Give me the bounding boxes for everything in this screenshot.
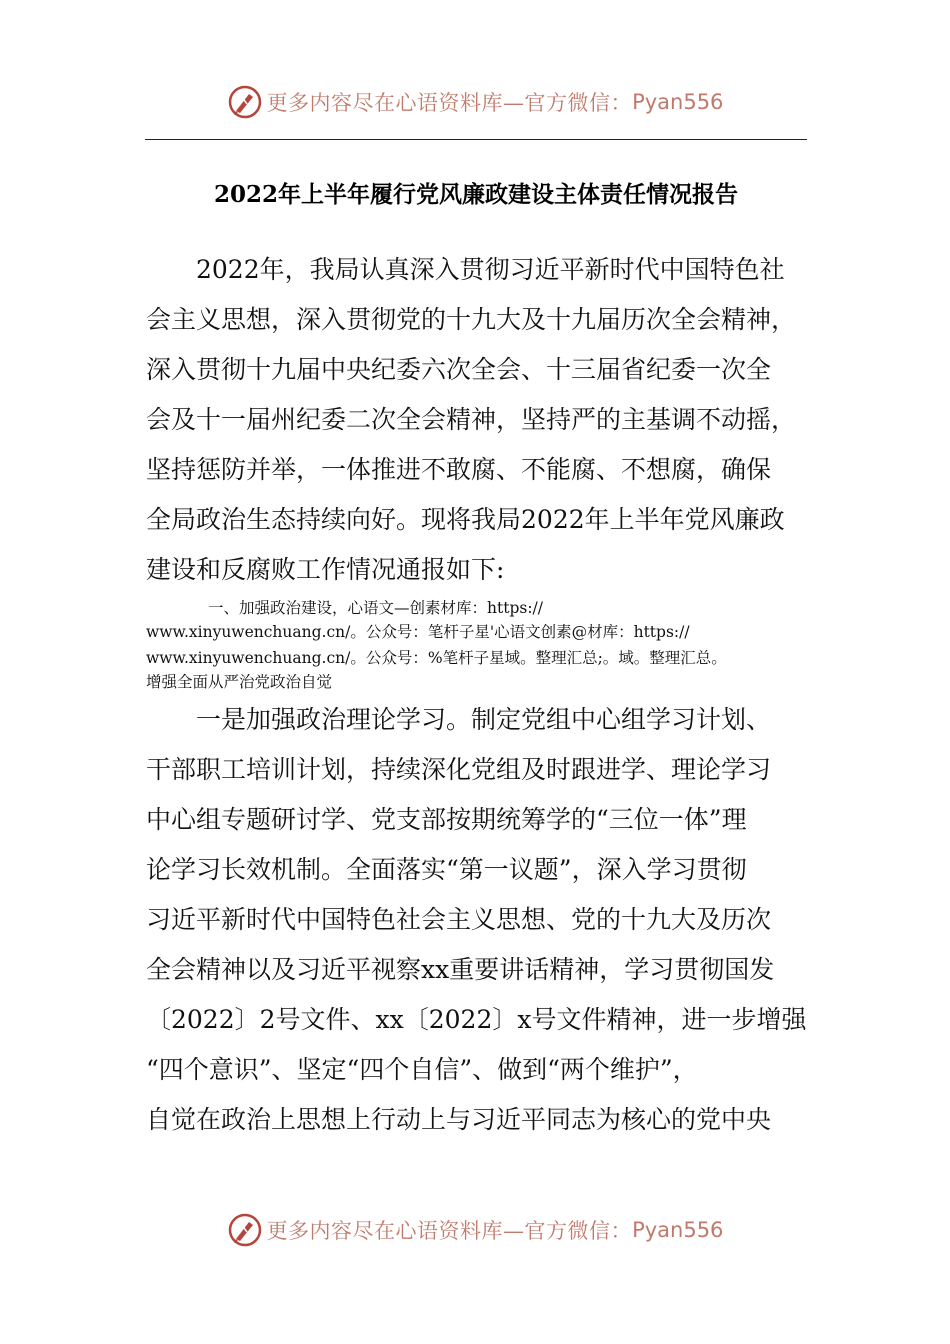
header-divider bbox=[145, 139, 807, 140]
body-line: 全会精神以及习近平视察xx重要讲话精神，学习贯彻国发 bbox=[146, 955, 775, 984]
watermark-text: 更多内容尽在心语资料库—官方微信： bbox=[266, 1219, 633, 1243]
body-line: 一是加强政治理论学习。制定党组中心组学习计划、 bbox=[146, 705, 772, 734]
section-heading-line: 增强全面从严治党政治自觉 bbox=[146, 673, 333, 691]
watermark-handle: Pyan556 bbox=[632, 90, 724, 114]
intro-line: 深入贯彻十九届中央纪委六次全会、十三届省纪委一次全 bbox=[146, 355, 772, 384]
intro-line: 全局政治生态持续向好。现将我局2022年上半年党风廉政 bbox=[146, 505, 785, 534]
footer-watermark bbox=[0, 1210, 950, 1250]
pen-nib-logo-icon bbox=[227, 1212, 263, 1248]
section-heading-line: www.xinyuwenchuang.cn/。公众号：%笔杆子星域。整理汇总;。域。整理汇总。 bbox=[146, 649, 727, 667]
body-line: 论学习长效机制。全面落实“第一议题”，深入学习贯彻 bbox=[146, 855, 747, 884]
body-line: 中心组专题研讨学、党支部按期统筹学的“三位一体”理 bbox=[146, 805, 747, 834]
body-line: 干部职工培训计划，持续深化党组及时跟进学、理论学习 bbox=[146, 755, 772, 784]
intro-line: 会及十一届州纪委二次全会精神，坚持严的主基调不动摇， bbox=[146, 405, 797, 434]
section-heading-line: www.xinyuwenchuang.cn/。公众号：笔杆子星'心语文创素@材库：https:// bbox=[146, 623, 690, 641]
watermark-text: 更多内容尽在心语资料库—官方微信： bbox=[266, 91, 633, 115]
intro-line: 建设和反腐败工作情况通报如下: bbox=[146, 555, 505, 584]
section-heading-line: 一、加强政治建设，心语文—创素材库：https:// bbox=[146, 599, 543, 617]
pen-nib-logo-icon bbox=[227, 84, 263, 120]
intro-line: 会主义思想，深入贯彻党的十九大及十九届历次全会精神， bbox=[146, 305, 797, 334]
document-title: 2022年上半年履行党风廉政建设主体责任情况报告 bbox=[213, 181, 738, 208]
intro-line: 坚持惩防并举，一体推进不敢腐、不能腐、不想腐，确保 bbox=[146, 455, 772, 484]
intro-line: 2022年，我局认真深入贯彻习近平新时代中国特色社 bbox=[146, 255, 785, 284]
watermark-handle: Pyan556 bbox=[632, 1218, 724, 1242]
body-line: 自觉在政治上思想上行动上与习近平同志为核心的党中央 bbox=[146, 1105, 772, 1134]
body-line: “四个意识”、坚定“四个自信”、做到“两个维护”， bbox=[146, 1055, 698, 1084]
body-line: 习近平新时代中国特色社会主义思想、党的十九大及历次 bbox=[146, 905, 772, 934]
header-watermark bbox=[0, 82, 950, 122]
body-line: 〔2022〕2号文件、xx〔2022〕x号文件精神，进一步增强 bbox=[146, 1005, 807, 1034]
